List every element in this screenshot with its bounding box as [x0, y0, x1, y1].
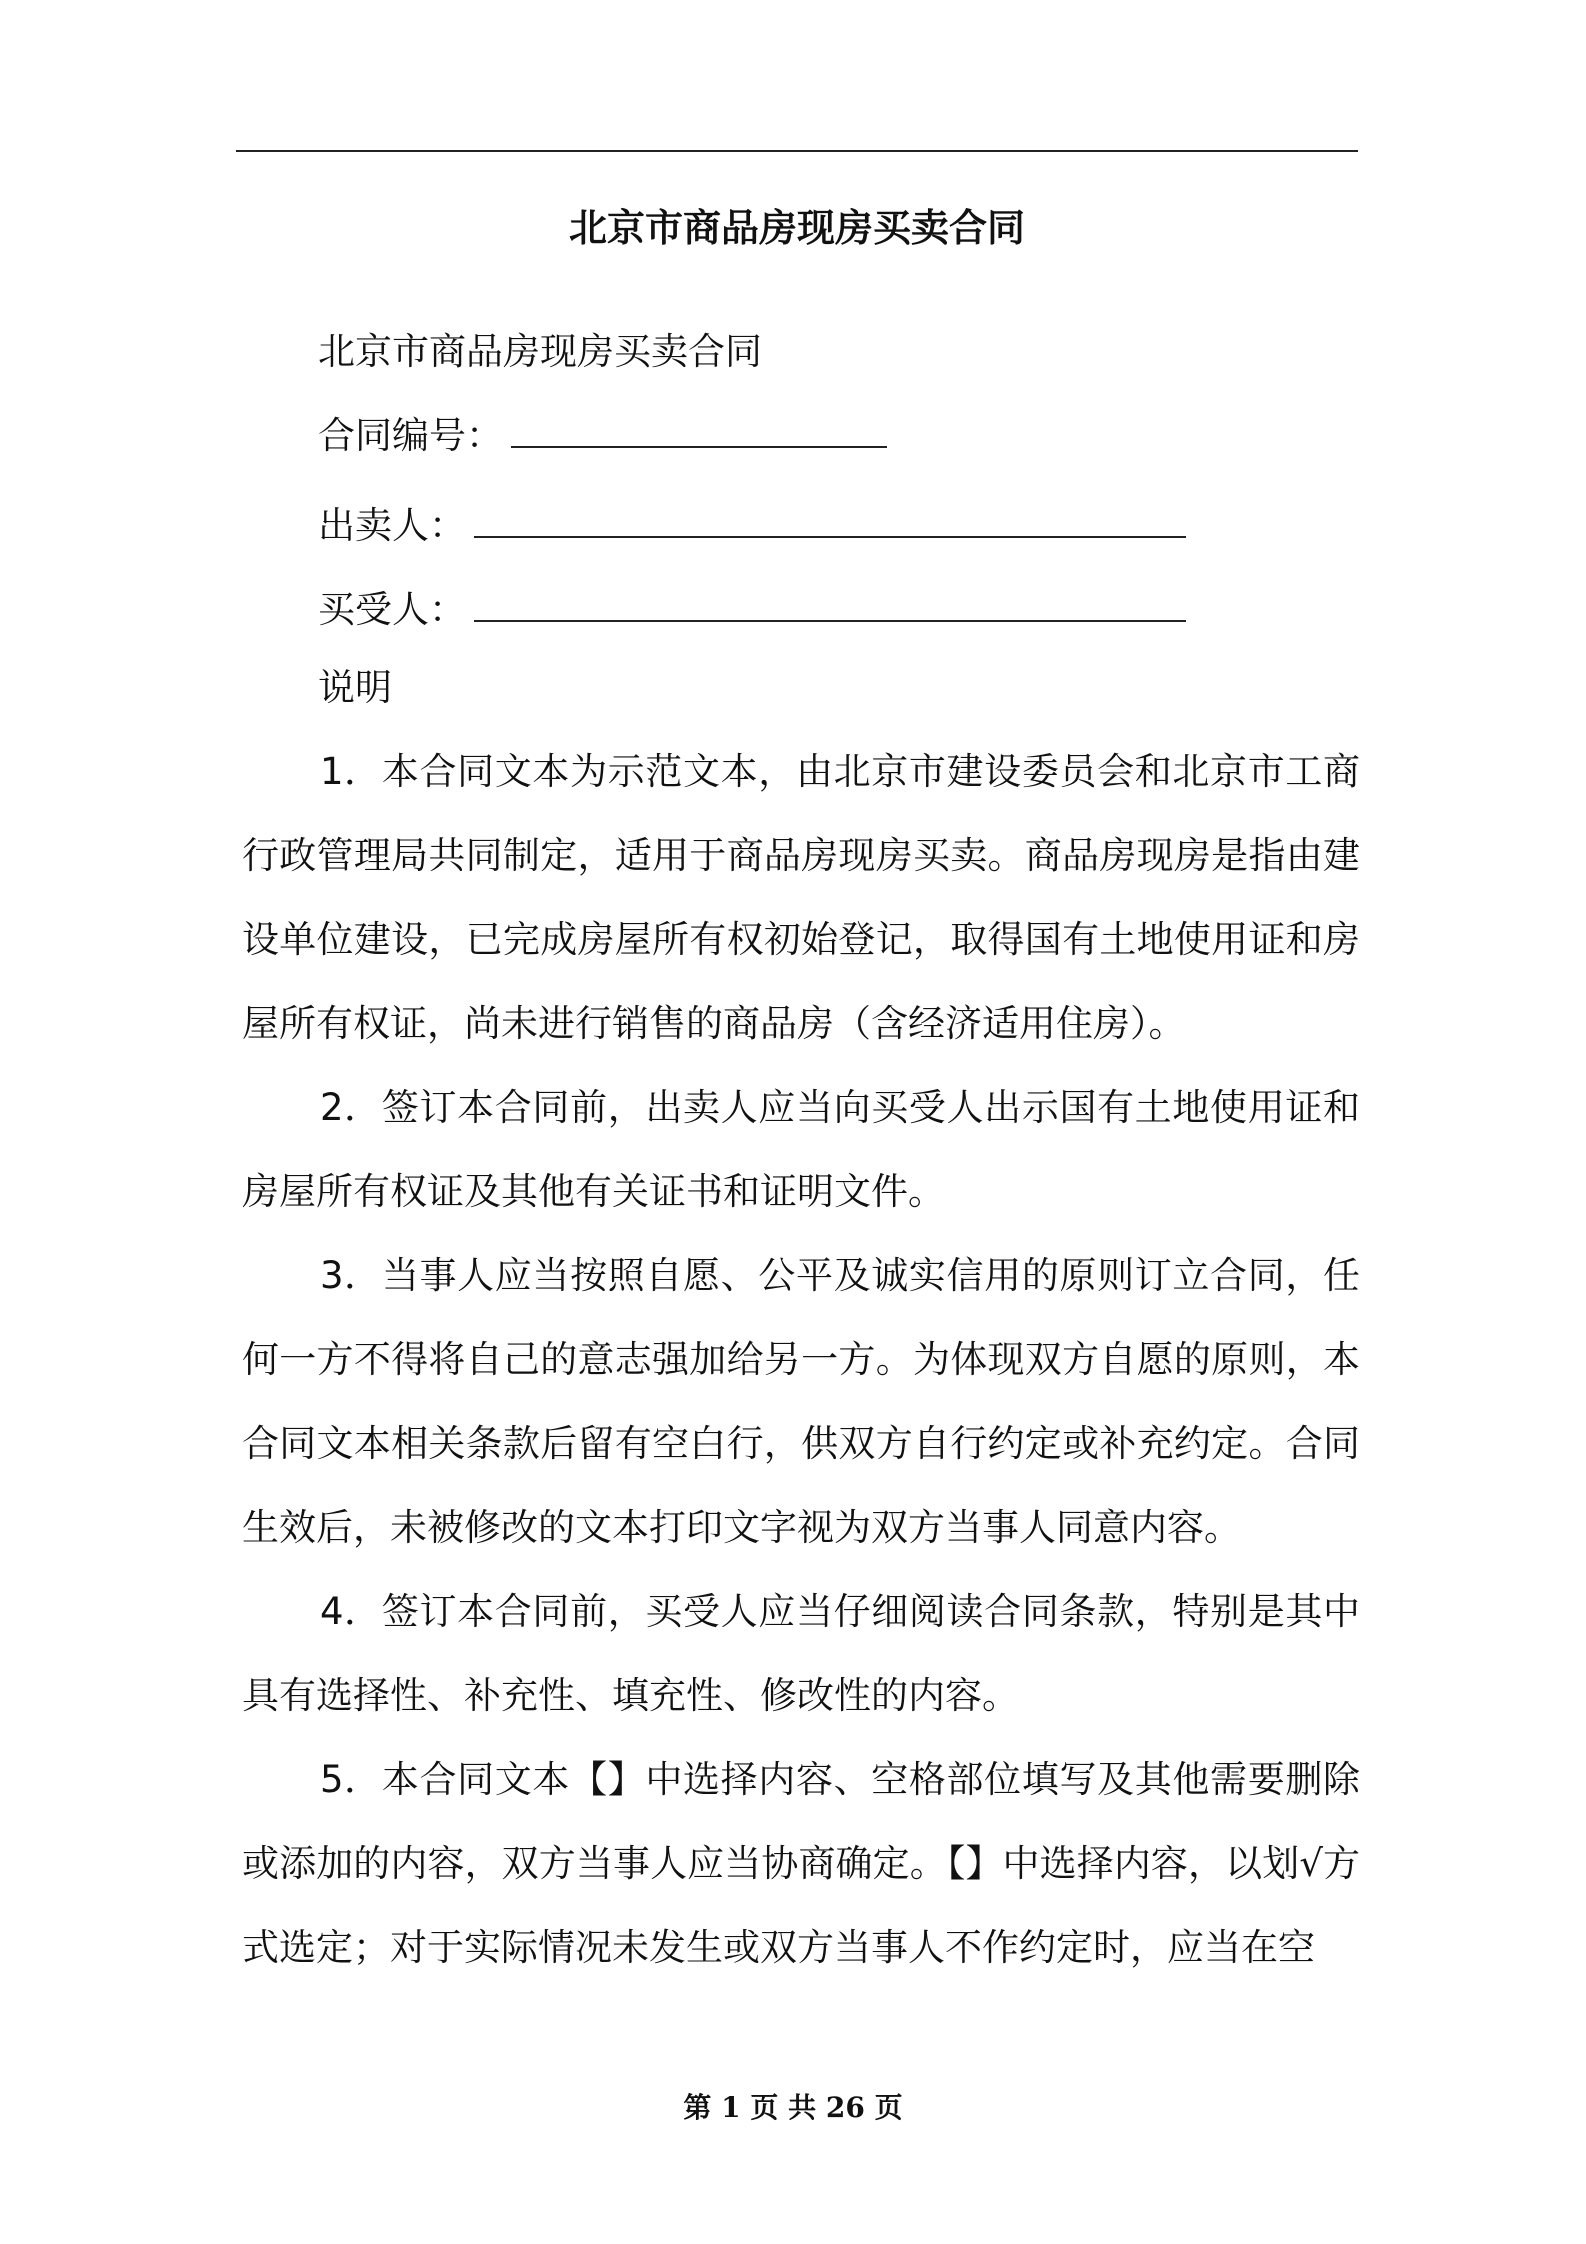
note-paragraph-2: 2．签订本合同前，出卖人应当向买受人出示国有土地使用证和房屋所有权证及其他有关证书和证明文件。 — [242, 1086, 1360, 1213]
note-paragraph-4: 4．签订本合同前，买受人应当仔细阅读合同条款，特别是其中具有选择性、补充性、填充性、修改性的内容。 — [242, 1590, 1360, 1717]
note-paragraph-3: 3．当事人应当按照自愿、公平及诚实信用的原则订立合同，任何一方不得将自己的意志强加给另一方。为体现双方自愿的原则，本合同文本相关条款后留有空白行，供双方自行约定或补充约定。合同生效后，未被修改的文本打印文字视为双方当事人同意内容。 — [242, 1254, 1360, 1549]
contract-number-row — [318, 406, 887, 466]
notes-heading: 说明 — [318, 666, 392, 709]
contract-number-label: 合同编号： — [318, 414, 503, 457]
contract-number-blank — [511, 416, 887, 448]
buyer-blank — [474, 590, 1186, 622]
page-number-footer: 第 1 页 共 26 页 — [683, 2091, 903, 2124]
contract-subtitle: 北京市商品房现房买卖合同 — [318, 330, 762, 373]
header-rule — [236, 150, 1358, 152]
seller-label: 出卖人： — [318, 504, 466, 547]
note-paragraph-1: 1．本合同文本为示范文本，由北京市建设委员会和北京市工商行政管理局共同制定，适用于商品房现房买卖。商品房现房是指由建设单位建设，已完成房屋所有权初始登记，取得国有土地使用证和房屋所有权证，尚未进行销售的商品房（含经济适用住房）。 — [242, 750, 1360, 1045]
document-title: 北京市商品房现房买卖合同 — [568, 206, 1025, 250]
buyer-label: 买受人： — [318, 588, 466, 631]
seller-row — [318, 496, 1186, 556]
buyer-row — [318, 580, 1186, 640]
note-paragraph-5: 5．本合同文本【】中选择内容、空格部位填写及其他需要删除或添加的内容，双方当事人应当协商确定。【】中选择内容，以划√方式选定；对于实际情况未发生或双方当事人不作约定时，应当在空 — [242, 1758, 1360, 1969]
seller-blank — [474, 506, 1186, 538]
